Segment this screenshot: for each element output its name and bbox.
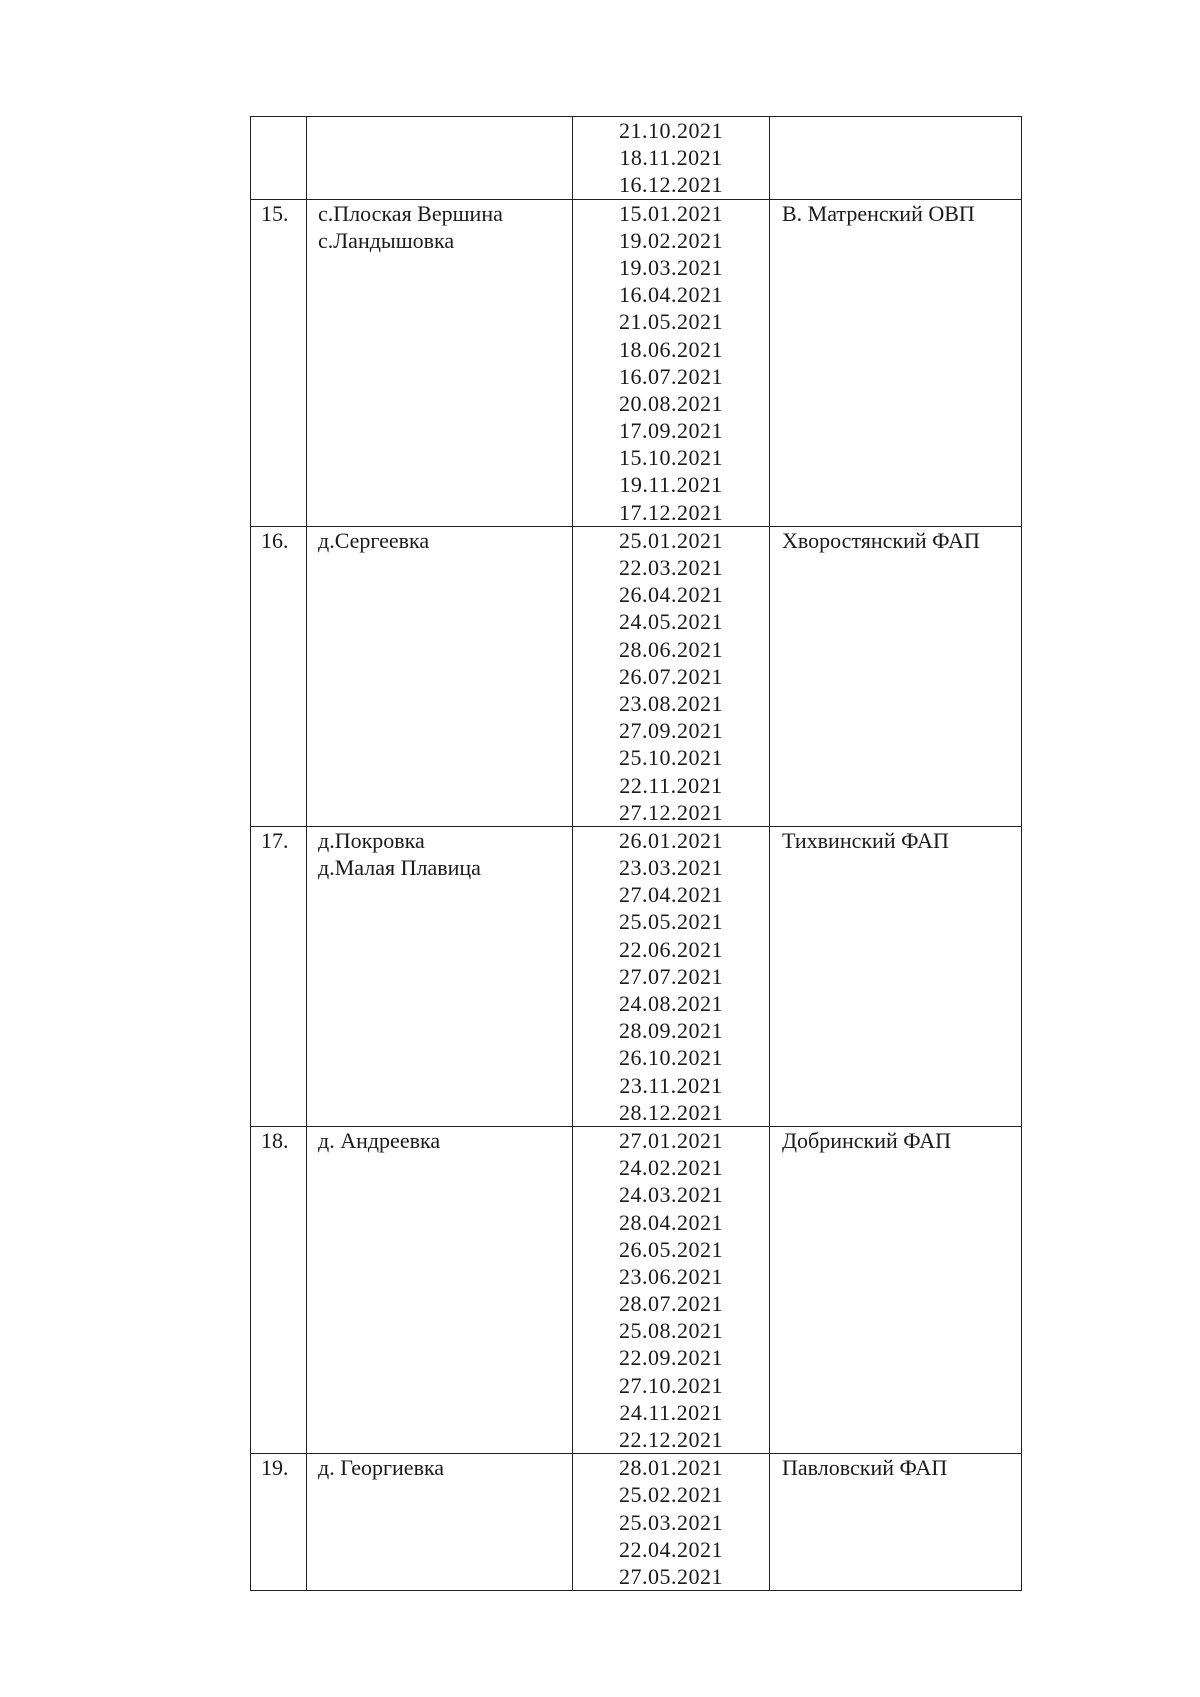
visit-dates-cell <box>573 1454 770 1591</box>
visit-date: 28.07.2021 <box>619 1291 723 1317</box>
visit-date: 25.02.2021 <box>619 1482 723 1508</box>
visit-date: 25.08.2021 <box>619 1318 723 1344</box>
visit-date: 28.04.2021 <box>619 1209 723 1235</box>
visit-date: 24.11.2021 <box>619 1399 723 1425</box>
table-row <box>251 117 1022 200</box>
visit-date: 27.05.2021 <box>619 1563 723 1589</box>
row-number-cell <box>251 1454 307 1591</box>
settlement-name: д. Андреевка <box>318 1127 441 1153</box>
visit-date: 21.10.2021 <box>619 118 723 143</box>
visit-date: 24.08.2021 <box>619 991 723 1016</box>
visit-date: 26.04.2021 <box>619 582 723 608</box>
table-row <box>251 526 1022 826</box>
visit-date: 26.01.2021 <box>619 827 723 853</box>
facility-name: Тихвинский ФАП <box>782 827 949 853</box>
visit-date: 24.02.2021 <box>619 1155 723 1181</box>
settlement-cell <box>307 117 573 200</box>
visit-dates-cell <box>573 826 770 1126</box>
row-number-cell <box>251 199 307 526</box>
facility-name: В. Матренский ОВП <box>782 200 975 226</box>
settlement-cell <box>307 199 573 526</box>
facility-name: Хворостянский ФАП <box>782 527 980 553</box>
visit-date: 22.11.2021 <box>619 772 723 798</box>
visit-date: 27.04.2021 <box>619 882 723 908</box>
settlement-cell <box>307 1454 573 1591</box>
row-number-cell <box>251 826 307 1126</box>
row-number-cell <box>251 526 307 826</box>
visit-dates-cell <box>573 199 770 526</box>
visit-date: 24.03.2021 <box>619 1182 723 1208</box>
row-number: 16. <box>261 527 289 553</box>
visit-date: 15.10.2021 <box>619 445 723 471</box>
row-number <box>261 117 306 144</box>
facility-cell <box>770 1126 1022 1453</box>
visit-date: 16.12.2021 <box>619 172 723 198</box>
visit-dates-cell <box>573 117 770 200</box>
visit-date: 27.09.2021 <box>619 718 723 744</box>
row-number: 17. <box>261 827 289 853</box>
table-row <box>251 199 1022 526</box>
settlement-cell <box>307 1126 573 1453</box>
visit-date: 22.12.2021 <box>619 1427 723 1452</box>
visit-date: 27.01.2021 <box>619 1127 723 1153</box>
settlement-cell <box>307 526 573 826</box>
visit-date: 22.09.2021 <box>619 1345 723 1371</box>
schedule-table-body <box>251 117 1022 1591</box>
visit-date: 26.07.2021 <box>619 663 723 689</box>
visit-date: 28.09.2021 <box>619 1018 723 1044</box>
visit-date: 27.12.2021 <box>619 799 723 825</box>
visit-date: 23.11.2021 <box>619 1072 723 1098</box>
visit-date: 28.12.2021 <box>619 1099 723 1125</box>
settlement-name: с.Плоская Вершина <box>318 200 503 226</box>
visit-dates-cell <box>573 526 770 826</box>
settlement-name: д.Сергеевка <box>318 527 430 553</box>
visit-date: 18.06.2021 <box>619 336 723 362</box>
facility-name: Добринский ФАП <box>782 1127 952 1153</box>
table-row <box>251 1126 1022 1453</box>
visit-date: 27.10.2021 <box>619 1372 723 1398</box>
facility-cell <box>770 1454 1022 1591</box>
facility-cell <box>770 526 1022 826</box>
facility-name: Павловский ФАП <box>782 1455 948 1481</box>
visit-date: 25.05.2021 <box>619 909 723 935</box>
row-number-cell <box>251 1126 307 1453</box>
visit-date: 22.06.2021 <box>619 936 723 962</box>
visit-date: 25.10.2021 <box>619 745 723 771</box>
facility-cell <box>770 199 1022 526</box>
visit-date: 20.08.2021 <box>619 390 723 416</box>
visit-date: 17.09.2021 <box>619 418 723 444</box>
facility-cell <box>770 117 1022 200</box>
visit-date: 17.12.2021 <box>619 499 723 525</box>
row-number: 19. <box>261 1455 289 1481</box>
settlement-name: д.Малая Плавица <box>318 855 481 881</box>
visit-date: 28.01.2021 <box>619 1455 723 1481</box>
visit-date: 19.03.2021 <box>619 254 723 280</box>
visit-date: 19.11.2021 <box>619 472 723 498</box>
visit-date: 23.03.2021 <box>619 855 723 881</box>
schedule-table <box>250 116 1022 1591</box>
visit-date: 27.07.2021 <box>619 963 723 989</box>
visit-date: 15.01.2021 <box>619 200 723 226</box>
visit-date: 16.04.2021 <box>619 282 723 308</box>
row-number: 15. <box>261 200 289 226</box>
settlement-cell <box>307 826 573 1126</box>
visit-date: 23.08.2021 <box>619 690 723 716</box>
visit-dates-cell <box>573 1126 770 1453</box>
facility-name <box>782 117 1021 144</box>
visit-date: 26.05.2021 <box>619 1236 723 1262</box>
settlement-name: с.Ландышовка <box>318 227 455 253</box>
visit-date: 19.02.2021 <box>619 227 723 253</box>
visit-date: 28.06.2021 <box>619 636 723 662</box>
table-row <box>251 826 1022 1126</box>
table-row <box>251 1454 1022 1591</box>
visit-date: 16.07.2021 <box>619 363 723 389</box>
visit-date: 24.05.2021 <box>619 609 723 635</box>
visit-date: 22.04.2021 <box>619 1536 723 1562</box>
settlement-name: д. Георгиевка <box>318 1455 445 1481</box>
visit-date: 22.03.2021 <box>619 555 723 580</box>
visit-date: 26.10.2021 <box>619 1045 723 1071</box>
row-number-cell <box>251 117 307 200</box>
visit-date: 25.01.2021 <box>619 527 723 553</box>
visit-date: 21.05.2021 <box>619 309 723 335</box>
visit-date: 18.11.2021 <box>619 145 723 171</box>
visit-date: 25.03.2021 <box>619 1509 723 1535</box>
row-number: 18. <box>261 1127 289 1153</box>
settlement-name: д.Покровка <box>318 827 425 853</box>
facility-cell <box>770 826 1022 1126</box>
visit-date: 23.06.2021 <box>619 1263 723 1289</box>
